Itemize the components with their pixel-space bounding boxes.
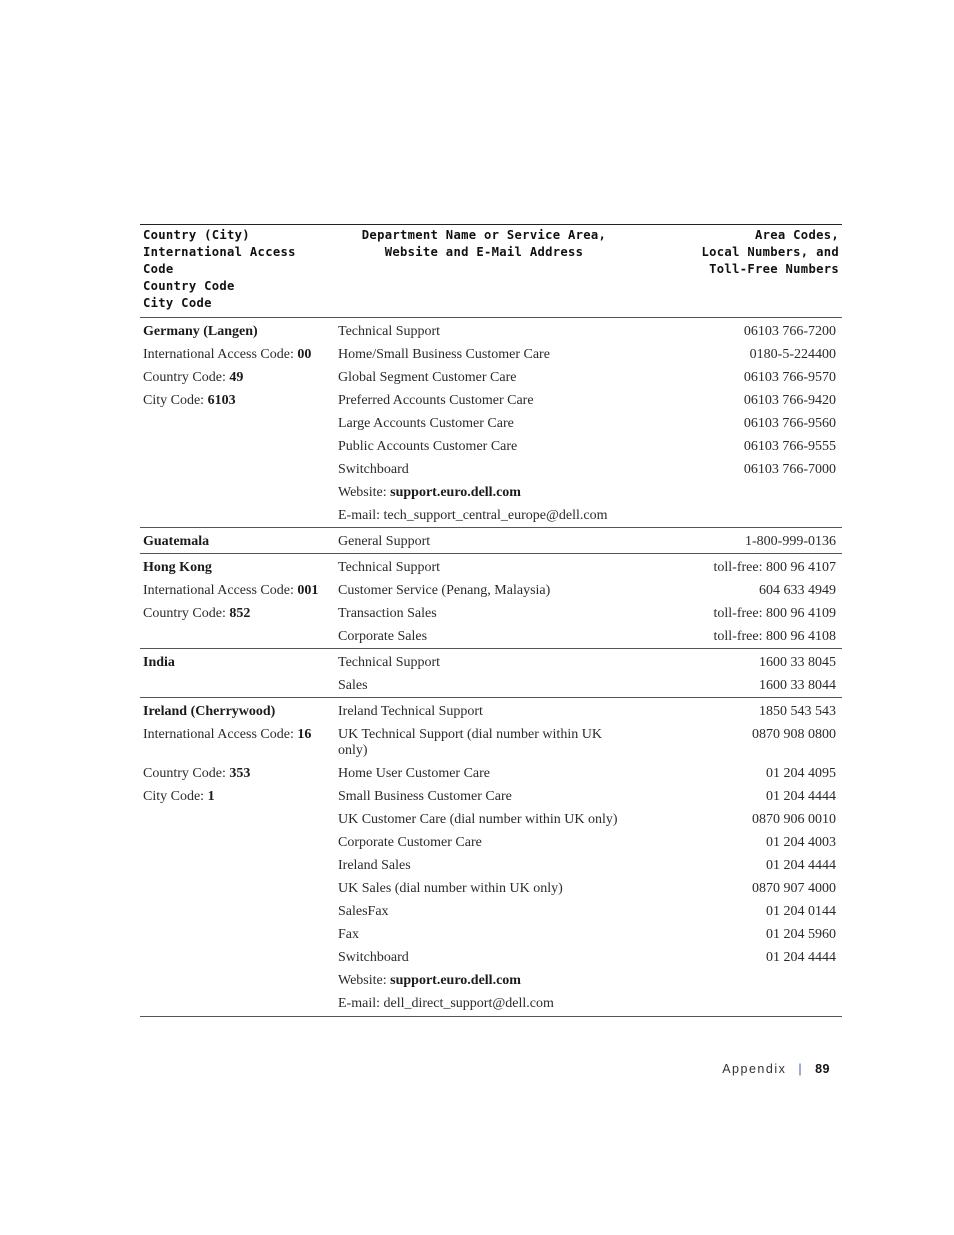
service-name: Large Accounts Customer Care [338,416,514,431]
service-name: Switchboard [338,950,409,965]
phone-number: 0870 907 4000 [752,881,836,896]
service-cell [336,674,632,698]
country-cell [140,318,336,344]
country-cell [140,785,336,808]
service-name: UK Technical Support (dial number within UK only) [338,727,602,758]
table-row [140,579,842,602]
table-row [140,528,842,554]
header-department [336,225,632,318]
header-line: Local Numbers, and [701,245,839,259]
table-row [140,366,842,389]
service-cell [336,854,632,877]
table-row [140,343,842,366]
table-row [140,458,842,481]
code-label: Country Code: [143,370,230,385]
code-label: Country Code: [143,766,230,781]
country-cell [140,458,336,481]
table-row [140,992,842,1017]
table-row [140,785,842,808]
header-line: Country (City) [143,228,250,242]
country-cell [140,969,336,992]
table-row [140,649,842,675]
service-cell [336,877,632,900]
country-cell [140,649,336,675]
service-name: Corporate Customer Care [338,835,482,850]
phone-number [632,481,842,504]
website-link[interactable]: support.euro.dell.com [390,485,521,500]
phone-number: 01 204 4444 [766,858,836,873]
header-line: City Code [143,296,212,310]
code-label: City Code: [143,393,208,408]
phone-number: 604 633 4949 [759,583,836,598]
footer-separator: | [798,1062,804,1076]
header-line: Department Name or Service Area, [361,228,607,242]
header-line: International Access Code [143,245,296,276]
header-line: Website and E-Mail Address [384,245,584,259]
country-cell [140,831,336,854]
service-cell [336,762,632,785]
code-value: 00 [297,347,312,362]
service-cell [336,435,632,458]
table-row [140,674,842,698]
service-name: Switchboard [338,462,409,477]
page-number: 89 [815,1062,830,1076]
table-row [140,625,842,649]
table-row [140,602,842,625]
country-cell [140,343,336,366]
phone-number: toll-free: 800 96 4109 [713,606,836,621]
country-cell [140,923,336,946]
country-cell [140,504,336,528]
code-label: International Access Code: [143,347,298,362]
country-cell [140,528,336,554]
code-label: City Code: [143,789,208,804]
header-numbers [632,225,842,318]
service-cell [336,554,632,580]
service-name: Transaction Sales [338,606,437,621]
country-cell [140,366,336,389]
code-value: 852 [229,606,251,621]
service-cell [336,528,632,554]
service-name: Home/Small Business Customer Care [338,347,550,362]
footer-section: Appendix [722,1062,787,1076]
phone-number: 06103 766-7200 [632,318,842,344]
table-row [140,698,842,724]
phone-number: toll-free: 800 96 4108 [713,629,836,644]
table-row [140,762,842,785]
phone-number: 1600 33 8044 [759,678,836,693]
service-cell [336,649,632,675]
service-cell [336,969,632,992]
country-name: Ireland (Cherrywood) [143,704,276,719]
table-row [140,435,842,458]
country-name: India [143,655,175,670]
service-name: SalesFax [338,904,389,919]
service-cell [336,625,632,649]
phone-number: 1-800-999-0136 [632,528,842,554]
country-cell [140,481,336,504]
code-value: 16 [297,727,312,742]
service-name: Fax [338,927,359,942]
table-row [140,318,842,344]
service-name: Global Segment Customer Care [338,370,517,385]
service-name: Ireland Sales [338,858,411,873]
service-name: Preferred Accounts Customer Care [338,393,534,408]
country-cell [140,625,336,649]
phone-number: 01 204 4444 [766,789,836,804]
country-name: Hong Kong [143,560,212,575]
service-name: Public Accounts Customer Care [338,439,518,454]
table-row [140,946,842,969]
country-cell [140,946,336,969]
phone-number: 01 204 4003 [766,835,836,850]
code-value: 1 [207,789,215,804]
country-cell [140,412,336,435]
country-cell [140,854,336,877]
phone-number: 0870 906 0010 [752,812,836,827]
service-name: Home User Customer Care [338,766,491,781]
table-row [140,877,842,900]
service-cell [336,946,632,969]
service-name: General Support [338,534,431,549]
service-name: Technical Support [338,560,441,575]
country-cell [140,389,336,412]
country-cell [140,554,336,580]
phone-number [632,504,842,528]
service-cell [336,698,632,724]
service-cell [336,458,632,481]
country-cell [140,877,336,900]
phone-number: 1850 543 543 [632,698,842,724]
phone-number: 01 204 4444 [766,950,836,965]
code-value: 49 [229,370,244,385]
country-cell [140,992,336,1017]
phone-number [632,992,842,1017]
service-name: E-mail: dell_direct_support@dell.com [338,996,554,1011]
phone-number: 01 204 0144 [766,904,836,919]
code-value: 6103 [207,393,236,408]
phone-number: 06103 766-9570 [743,370,836,385]
table-row [140,412,842,435]
contact-table [140,224,842,1017]
service-cell [336,831,632,854]
code-label: International Access Code: [143,727,298,742]
header-line: Area Codes, [754,228,839,242]
header-country [140,225,336,318]
phone-number: toll-free: 800 96 4107 [632,554,842,580]
service-cell [336,992,632,1017]
service-cell [336,318,632,344]
country-cell [140,602,336,625]
table-body [140,318,842,1017]
country-cell [140,435,336,458]
service-name: Corporate Sales [338,629,428,644]
table-row [140,554,842,580]
service-cell [336,343,632,366]
phone-number: 06103 766-9555 [743,439,836,454]
phone-number: 0180-5-224400 [749,347,836,362]
table-row [140,969,842,992]
service-name: UK Customer Care (dial number within UK only) [338,812,618,827]
page-footer [722,1062,830,1076]
phone-number: 06103 766-7000 [743,462,836,477]
country-cell [140,698,336,724]
table-row [140,481,842,504]
country-cell [140,900,336,923]
service-name: Sales [338,678,368,693]
table-row [140,808,842,831]
country-cell [140,723,336,762]
service-name: UK Sales (dial number within UK only) [338,881,563,896]
contact-table-container [140,224,842,1017]
table-row [140,723,842,762]
phone-number: 01 204 4095 [766,766,836,781]
country-name: Germany (Langen) [143,324,258,339]
country-name: Guatemala [143,534,210,549]
service-cell [336,785,632,808]
table-row [140,854,842,877]
country-cell [140,579,336,602]
phone-number: 06103 766-9560 [743,416,836,431]
table-row [140,900,842,923]
table-row [140,389,842,412]
service-name: Technical Support [338,655,441,670]
country-cell [140,808,336,831]
header-line: Toll-Free Numbers [709,262,839,276]
code-value: 353 [229,766,251,781]
code-value: 001 [297,583,319,598]
service-cell [336,366,632,389]
service-name: Ireland Technical Support [338,704,483,719]
table-header [140,225,842,318]
service-name: Technical Support [338,324,441,339]
service-cell [336,412,632,435]
phone-number [632,969,842,992]
service-cell [336,579,632,602]
service-cell [336,808,632,831]
table-row [140,831,842,854]
header-line: Country Code [143,279,235,293]
service-cell [336,900,632,923]
service-name: Customer Service (Penang, Malaysia) [338,583,551,598]
website-link[interactable]: support.euro.dell.com [390,973,521,988]
service-cell [336,602,632,625]
service-name: E-mail: tech_support_central_europe@dell.com [338,508,608,523]
table-row [140,504,842,528]
service-cell [336,389,632,412]
country-cell [140,762,336,785]
service-name: Website: [338,485,391,500]
service-name: Website: [338,973,391,988]
country-cell [140,674,336,698]
phone-number: 1600 33 8045 [632,649,842,675]
service-cell [336,481,632,504]
service-cell [336,723,632,762]
service-name: Small Business Customer Care [338,789,512,804]
phone-number: 0870 908 0800 [752,727,836,742]
service-cell [336,504,632,528]
service-cell [336,923,632,946]
code-label: Country Code: [143,606,230,621]
phone-number: 01 204 5960 [766,927,836,942]
phone-number: 06103 766-9420 [743,393,836,408]
code-label: International Access Code: [143,583,298,598]
table-row [140,923,842,946]
